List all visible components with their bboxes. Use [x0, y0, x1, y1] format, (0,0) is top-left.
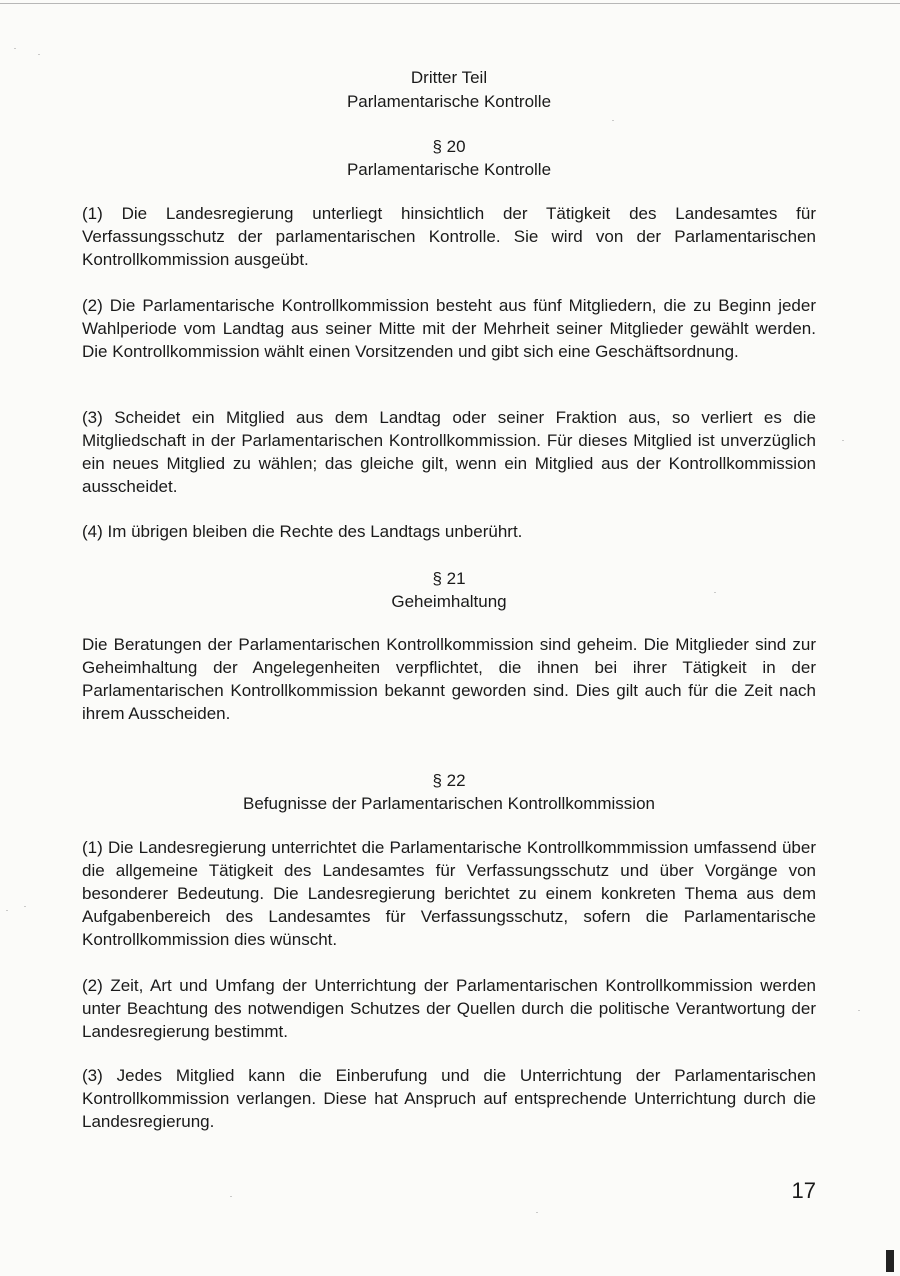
section-paragraph: (3) Scheidet ein Mitglied aus dem Landtag oder seiner Fraktion aus, so verliert es die Mitgliedschaft in der Parlamentarischen Kontrollkommission. Für dieses Mitglied ist unverzüglich ein neues Mitglied zu wählen; das gleiche gilt, wenn ein Mitglied aus der Kontrollkommission ausscheidet.: [82, 408, 816, 496]
scan-speck: [14, 48, 16, 49]
part-title: Parlamentarische Kontrolle: [346, 92, 552, 111]
scan-edge-mark: [886, 1250, 894, 1272]
scan-speck: [714, 592, 716, 593]
section-paragraph: (1) Die Landesregierung unterrichtet die Parlamentarische Kontrollkommmission umfassend über die allgemeine Tätigkeit des Landesamtes für Verfassungsschutz und über Vorgänge von besonderer Bedeutung. Die Landesregierung berichtet zu einem konkreten Thema aus dem Aufgabenbereich des Landesamtes für Verfassungsschutz, sofern die Parlamentarische Kontrollkommission dies wünscht.: [82, 838, 816, 949]
part-label: Dritter Teil: [410, 68, 488, 87]
scan-speck: [536, 1212, 538, 1213]
section-paragraph: (2) Die Parlamentarische Kontrollkommission besteht aus fünf Mitgliedern, die zu Beginn jeder Wahlperiode vom Landtag aus seiner Mitte mit der Mehrheit seiner Mitglieder gewählt werden. Die Kontrollkommission wählt einen Vorsitzenden und gibt sich eine Geschäftsordnung.: [82, 296, 816, 361]
scan-speck: [24, 906, 26, 907]
section-paragraph: (2) Zeit, Art und Umfang der Unterrichtung der Parlamentarischen Kontrollkommission werden unter Beachtung des notwendigen Schutzes der Quellen durch die politische Verantwortung der Landesregierung bestimmt.: [82, 976, 816, 1041]
scan-top-edge: [0, 3, 900, 4]
section-title: Parlamentarische Kontrolle: [346, 160, 552, 179]
section-paragraph: (1) Die Landesregierung unterliegt hinsichtlich der Tätigkeit des Landesamtes für Verfassungsschutz der parlamentarischen Kontrolle. Sie wird von der Parlamentarischen Kontrollkommission ausgeübt.: [82, 204, 816, 269]
scan-speck: [6, 910, 8, 911]
section-paragraph: (4) Im übrigen bleiben die Rechte des Landtags unberührt.: [82, 522, 523, 541]
section-paragraph: (3) Jedes Mitglied kann die Einberufung und die Unterrichtung der Parlamentarischen Kontrollkommission verlangen. Diese hat Anspruch auf entsprechende Unterrichtung durch die Landesregierung.: [82, 1066, 816, 1131]
scan-speck: [38, 54, 40, 55]
section-paragraph: Die Beratungen der Parlamentarischen Kontrollkommission sind geheim. Die Mitglieder sind zur Geheimhaltung der Angelegenheiten verpflichtet, die ihnen bei ihrer Tätigkeit in der Parlamentarischen Kontrollkommission bekannt geworden sind. Dies gilt auch für die Zeit nach ihrem Ausscheiden.: [82, 635, 816, 723]
section-number: § 20: [432, 137, 466, 156]
section-number: § 21: [432, 569, 466, 588]
page-number: 17: [791, 1178, 816, 1203]
section-title: Befugnisse der Parlamentarischen Kontrollkommission: [243, 794, 655, 813]
scan-speck: [842, 440, 844, 441]
scan-speck: [612, 120, 614, 121]
section-title: Geheimhaltung: [391, 592, 507, 611]
scan-speck: [858, 1010, 860, 1011]
section-number: § 22: [432, 771, 466, 790]
scan-speck: [230, 1196, 232, 1197]
